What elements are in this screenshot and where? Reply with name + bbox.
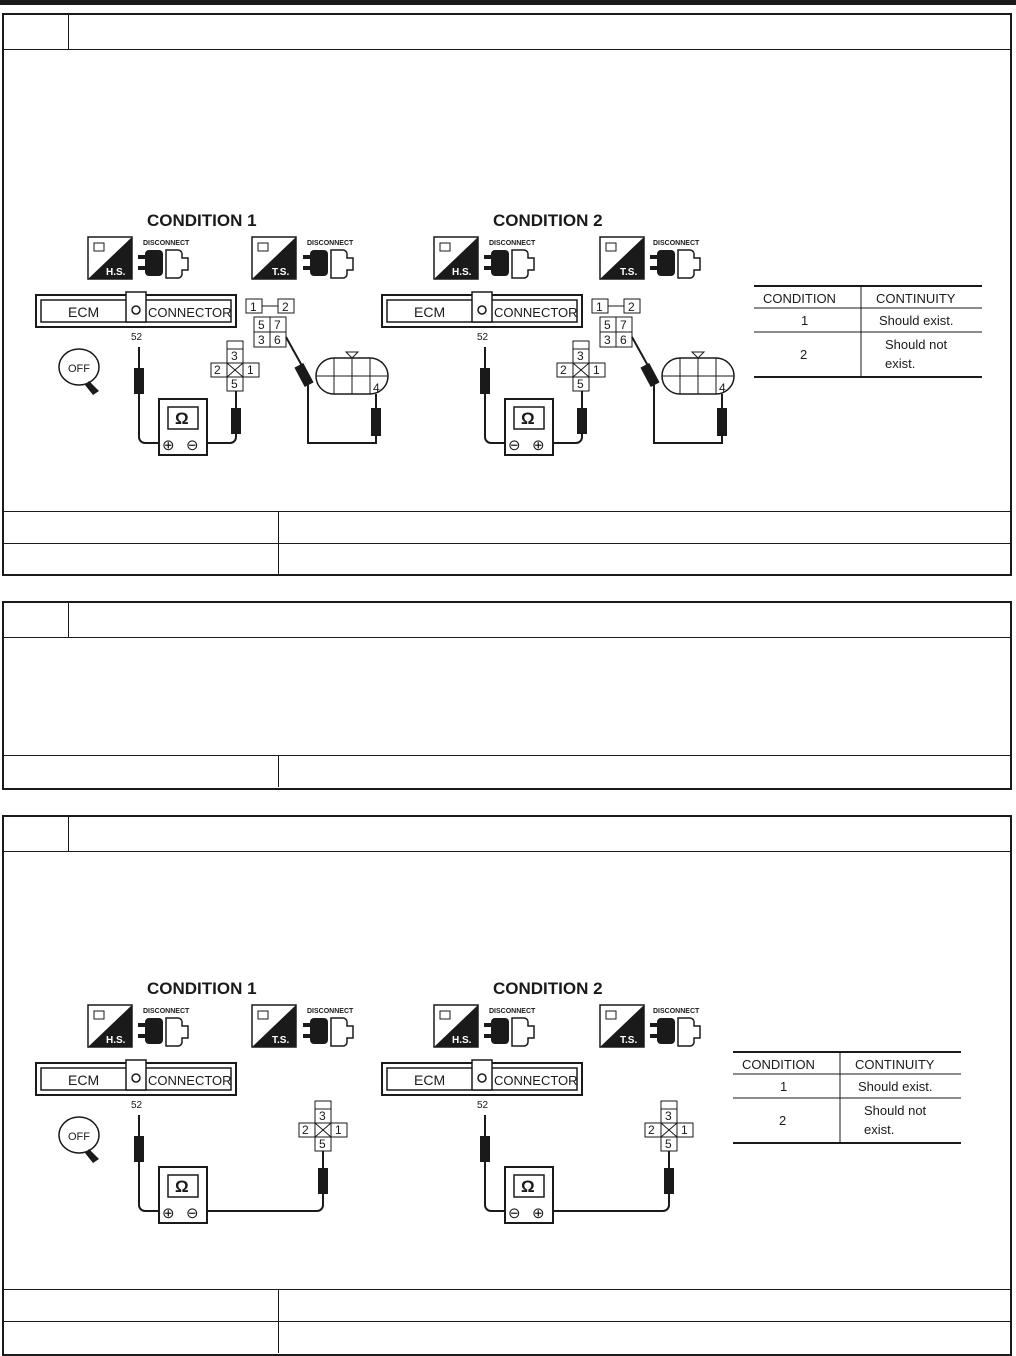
svg-text:1: 1 (250, 300, 257, 314)
svg-text:1: 1 (335, 1123, 342, 1137)
hs-icon (434, 1005, 478, 1047)
table-header: CONDITION (763, 291, 836, 306)
svg-text:⊖: ⊖ (508, 1205, 521, 1222)
svg-text:5: 5 (319, 1137, 326, 1151)
ohmmeter (505, 1167, 553, 1223)
svg-text:1: 1 (681, 1123, 688, 1137)
ohmmeter (505, 399, 553, 455)
svg-text:T.S.: T.S. (620, 267, 638, 278)
svg-text:Ω: Ω (175, 1177, 189, 1196)
svg-text:CONNECTOR: CONNECTOR (494, 1073, 578, 1088)
result-row (4, 511, 1010, 543)
svg-text:Ω: Ω (175, 409, 189, 428)
step-panel-3 (2, 815, 1012, 1356)
svg-text:H.S.: H.S. (106, 267, 126, 278)
ts-icon (600, 237, 644, 279)
svg-text:5: 5 (231, 377, 238, 391)
svg-text:DISCONNECT: DISCONNECT (143, 240, 190, 247)
ts-icon (252, 1005, 296, 1047)
svg-text:T.S.: T.S. (272, 1035, 290, 1046)
svg-text:⊖: ⊖ (508, 437, 521, 454)
svg-text:ECM: ECM (414, 304, 446, 320)
svg-text:3: 3 (231, 349, 238, 363)
svg-text:DISCONNECT: DISCONNECT (307, 240, 354, 247)
table-cell: Should not (864, 1103, 927, 1118)
connector-cross (645, 1101, 693, 1151)
result-row (4, 755, 1010, 787)
disconnect-icon (138, 240, 190, 278)
svg-text:⊕: ⊕ (162, 437, 175, 454)
svg-text:Ω: Ω (521, 1177, 535, 1196)
condition-2-diagram (382, 211, 734, 455)
svg-text:5: 5 (604, 318, 611, 332)
table-header: CONTINUITY (876, 291, 956, 306)
step-number-box (4, 603, 69, 637)
svg-text:6: 6 (274, 333, 281, 347)
svg-text:6: 6 (620, 333, 627, 347)
result-row (4, 543, 1010, 575)
disconnect-icon (138, 1008, 190, 1046)
svg-text:CONNECTOR: CONNECTOR (494, 305, 578, 320)
svg-text:2: 2 (214, 363, 221, 377)
pin-label: 52 (477, 1100, 489, 1111)
connector-cross (211, 341, 259, 391)
result-row (4, 1321, 1010, 1353)
svg-text:ECM: ECM (68, 304, 100, 320)
condition-label: CONDITION 1 (147, 211, 257, 230)
ohmmeter (159, 399, 207, 455)
svg-text:2: 2 (560, 363, 567, 377)
table-cell: 2 (779, 1113, 787, 1128)
ignition-key-icon (59, 1117, 99, 1163)
ts-icon (252, 237, 296, 279)
connector-cross (299, 1101, 347, 1151)
svg-text:5: 5 (577, 377, 584, 391)
svg-text:2: 2 (648, 1123, 655, 1137)
svg-text:Ω: Ω (521, 409, 535, 428)
step-number-box (4, 817, 69, 851)
connector-cross (557, 341, 605, 391)
svg-text:ECM: ECM (68, 1072, 100, 1088)
svg-text:2: 2 (282, 300, 289, 314)
continuity-table (733, 1052, 961, 1143)
wiring-diagram-1 (4, 51, 1010, 491)
step-header (4, 15, 1010, 50)
pin-label: 52 (131, 332, 143, 343)
svg-text:DISCONNECT: DISCONNECT (653, 240, 700, 247)
disconnect-icon (303, 1008, 354, 1046)
svg-text:T.S.: T.S. (620, 1035, 638, 1046)
connector-oval (316, 352, 388, 395)
table-header: CONTINUITY (855, 1057, 935, 1072)
svg-text:⊖: ⊖ (186, 1205, 199, 1222)
table-cell: 2 (800, 347, 808, 362)
svg-text:DISCONNECT: DISCONNECT (653, 1008, 700, 1015)
svg-text:3: 3 (604, 333, 611, 347)
table-cell: 1 (780, 1079, 788, 1094)
svg-text:5: 5 (665, 1137, 672, 1151)
svg-text:CONNECTOR: CONNECTOR (148, 305, 232, 320)
svg-text:⊕: ⊕ (162, 1205, 175, 1222)
connector-oval (662, 352, 734, 395)
svg-text:7: 7 (620, 318, 627, 332)
step-header (4, 817, 1010, 852)
ignition-key-icon (59, 349, 99, 395)
svg-text:5: 5 (258, 318, 265, 332)
top-rule (0, 0, 1016, 5)
svg-text:⊕: ⊕ (532, 1205, 545, 1222)
wiring-diagram-3 (4, 853, 1010, 1273)
ohmmeter (159, 1167, 207, 1223)
svg-text:4: 4 (719, 381, 726, 395)
disconnect-icon (650, 240, 700, 278)
disconnect-icon (484, 240, 536, 278)
table-cell: Should not (885, 337, 948, 352)
hs-icon (88, 1005, 132, 1047)
ecm-connector (382, 292, 582, 343)
table-cell: 1 (801, 313, 809, 328)
svg-text:3: 3 (577, 349, 584, 363)
hs-icon (88, 237, 132, 279)
svg-text:DISCONNECT: DISCONNECT (489, 1008, 536, 1015)
table-cell: Should exist. (858, 1079, 933, 1094)
condition-label: CONDITION 1 (147, 979, 257, 998)
svg-text:DISCONNECT: DISCONNECT (307, 1008, 354, 1015)
table-header: CONDITION (742, 1057, 815, 1072)
ts-icon (600, 1005, 644, 1047)
svg-text:7: 7 (274, 318, 281, 332)
svg-text:DISCONNECT: DISCONNECT (143, 1008, 190, 1015)
table-cell: exist. (885, 356, 916, 371)
svg-text:DISCONNECT: DISCONNECT (489, 240, 536, 247)
step-panel-1 (2, 13, 1012, 576)
ecm-connector (36, 1060, 236, 1111)
continuity-table (754, 286, 982, 377)
result-row (4, 1289, 1010, 1321)
svg-text:3: 3 (319, 1109, 326, 1123)
svg-text:3: 3 (258, 333, 265, 347)
svg-text:2: 2 (302, 1123, 309, 1137)
disconnect-icon (303, 240, 354, 278)
condition-2-diagram (382, 979, 700, 1223)
svg-text:H.S.: H.S. (452, 267, 472, 278)
svg-text:⊕: ⊕ (532, 437, 545, 454)
svg-text:3: 3 (665, 1109, 672, 1123)
svg-text:OFF: OFF (68, 1131, 90, 1143)
svg-text:H.S.: H.S. (452, 1035, 472, 1046)
svg-text:H.S.: H.S. (106, 1035, 126, 1046)
pin-label: 52 (477, 332, 489, 343)
svg-text:T.S.: T.S. (272, 267, 290, 278)
svg-text:OFF: OFF (68, 363, 90, 375)
ecm-connector (382, 1060, 582, 1111)
svg-text:2: 2 (628, 300, 635, 314)
svg-text:4: 4 (373, 381, 380, 395)
svg-text:1: 1 (247, 363, 254, 377)
step-header (4, 603, 1010, 638)
step-number-box (4, 15, 69, 49)
svg-text:⊖: ⊖ (186, 437, 199, 454)
ecm-connector (36, 292, 236, 343)
step-panel-2 (2, 601, 1012, 790)
disconnect-icon (484, 1008, 536, 1046)
svg-text:1: 1 (593, 363, 600, 377)
svg-text:ECM: ECM (414, 1072, 446, 1088)
pin-label: 52 (131, 1100, 143, 1111)
condition-1-diagram (36, 979, 354, 1223)
svg-text:CONNECTOR: CONNECTOR (148, 1073, 232, 1088)
svg-text:1: 1 (596, 300, 603, 314)
table-cell: Should exist. (879, 313, 954, 328)
condition-label: CONDITION 2 (493, 979, 603, 998)
condition-label: CONDITION 2 (493, 211, 603, 230)
hs-icon (434, 237, 478, 279)
condition-1-diagram (36, 211, 388, 455)
table-cell: exist. (864, 1122, 895, 1137)
disconnect-icon (650, 1008, 700, 1046)
